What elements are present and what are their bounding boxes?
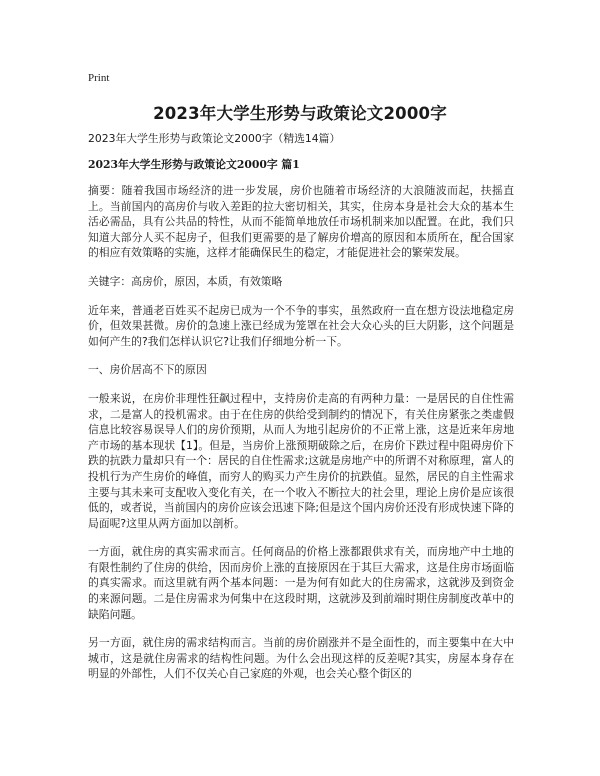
body-paragraph: 一般来说，在房价非理性狂飙过程中，支持房价走高的有两种力量：一是居民的自住性需求，二是富人的投机需求。由于在住房的供给受到制约的情况下，有关住房紧张之类虚假信息比较容易误导人们的房价预期，从而人为地引起房价的不正常上涨，这是近来年房地产市场的基本现状【1】。但是，当房价上涨预期破除之后，在房价下跌过程中阻碍房价下跌的抗跌力量却只有一个：居民的自住性需求;这就是房地产中的所谓不对称原理，富人的投机行为产生房价的峰值，而穷人的购买力产生房价的抗跌值。显然，居民的自主性需求主要与其未来可支配收入变化有关，在一个收入不断拉大的社会里，理论上房价是应该很低的，或者说，当前国内的房价应该会迅速下降;但是这个国内房价还没有形成快速下降的局面呢?这里从两方面加以剖析。 xyxy=(88,391,514,530)
print-label: Print xyxy=(88,72,110,84)
abstract-paragraph: 摘要：随着我国市场经济的进一步发展，房价也随着市场经济的大浪随波而起，扶摇直上。当前国内的高房价与收入差距的拉大密切相关，其实，住房本身是社会大众的基本生活必需品，具有公共品的特性，从而不能简单地放任市场机制来加以配置。在此，我们只知道大部分人买不起房子，但我们更需要的是了解房价增高的原因和本质所在，配合国家的相应有效策略的实施，这样才能确保民生的稳定，才能促进社会的繁荣发展。 xyxy=(88,184,514,260)
body-paragraph: 一方面，就住房的真实需求而言。任何商品的价格上涨都跟供求有关，而房地产中土地的有限性制约了住房的供给，因而房价上涨的直接原因在于其巨大需求，这是住房市场面临的真实需求。而这里就有两个基本问题：一是为何有如此大的住房需求，这就涉及到资金的来源问题。二是住房需求为何集中在这段时期，这就涉及到前端时期住房制度改革中的缺陷问题。 xyxy=(88,545,514,621)
subsection-heading: 一、房价居高不下的原因 xyxy=(88,363,207,377)
document-title: 2023年大学生形势与政策论文2000字 xyxy=(153,104,447,123)
document-subtitle: 2023年大学生形势与政策论文2000字（精选14篇） xyxy=(88,132,341,145)
article-body xyxy=(88,183,514,695)
intro-paragraph: 近年来，普通老百姓买不起房已成为一个不争的事实，虽然政府一直在想方设法地稳定房价，但效果甚微。房价的急速上涨已经成为笼罩在社会大众心头的巨大阴影，这个问题是如何产生的?我们怎样认识它?让我们仔细地分析一下。 xyxy=(88,303,514,348)
section-heading: 2023年大学生形势与政策论文2000字 篇1 xyxy=(88,158,300,171)
keywords-paragraph: 关键字：高房价，原因，本质，有效策略 xyxy=(88,274,283,288)
body-paragraph: 另一方面，就住房的需求结构而言。当前的房价剧涨并不是全面性的，而主要集中在大中城市，这是就住房需求的结构性问题。为什么会出现这样的反差呢?其实，房屋本身存在明显的外部性，人们不仅关心自己家庭的外观，也会关心整个街区的 xyxy=(88,636,514,681)
